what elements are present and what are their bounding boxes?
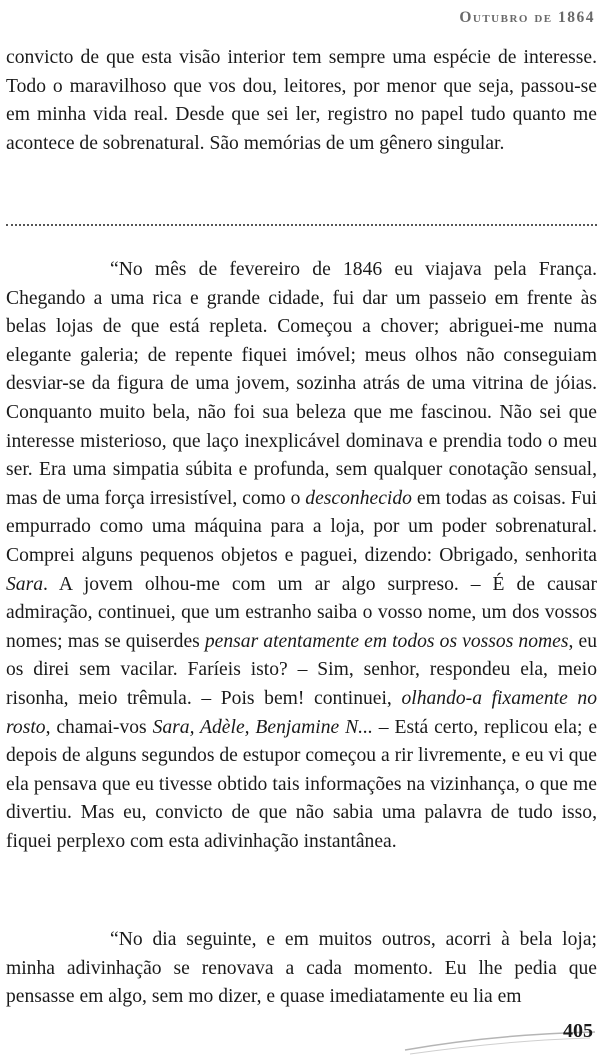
italic-run: Sara [6, 573, 44, 595]
dotted-divider [6, 224, 597, 226]
text-run: , chamai-vos [45, 716, 153, 738]
italic-run: desconhecido [305, 487, 412, 509]
italic-run: olhando-a fixamente no rosto [6, 687, 597, 738]
italic-run: Sara, Adèle, Benjamine N... [152, 716, 373, 738]
text-run: em todas as coisas. Fui empurrado como uma máquina para a loja, por um poder sobrenatural. Comprei alguns pequenos objetos e paguei, dizendo: Obrigado, senhorita [6, 487, 597, 566]
text-run: . A jovem olhou-me com um ar algo surpreso. – É de causar admiração, continuei, que um estranho saiba o vosso nome, um dos vossos nomes; mas se quiserdes [6, 573, 597, 652]
paragraph-narrative [6, 256, 597, 856]
page-number: 405 [563, 1020, 593, 1042]
italic-run: pensar atentamente em todos os vossos nomes [204, 630, 569, 652]
text-run: – Está certo, replicou ela; e depois de alguns segundos de estupor começou a rir livremente, e eu vi que ela pensava que eu tivesse obtido tais informações na vizinhança, o que me divertiu. Mas eu, convicto de que não sabia uma palavra de tudo isso, fiquei perplexo com esta adivinhação instantânea. [6, 716, 598, 852]
paragraph-continuation: convicto de que esta visão interior tem sempre uma espécie de interesse. Todo o maravilhoso que vos dou, leitores, por menor que seja, passou-se em minha vida real. Desde que sei ler, registro no papel tudo quanto me acontece de sobrenatural. São memórias de um gênero singular. [6, 47, 597, 154]
paragraph-next-day: “No dia seguinte, e em muitos outros, acorri à bela loja; minha adivinhação se renovava a cada momento. Eu lhe pedia que pensasse em algo, sem mo dizer, e quase imediatamente eu lia em [6, 929, 597, 1008]
text-run: , eu os direi sem vacilar. Faríeis isto? – Sim, senhor, respondeu ela, meio risonha, meio trêmula. – Pois bem! continuei, [6, 630, 597, 709]
text-run: “No mês de fevereiro de 1846 eu viajava pela França. Chegando a uma rica e grande cidade, fui dar um passeio em frente às belas lojas de que está repleta. Começou a chover; abriguei-me numa elegante galeria; de repente fiquei imóvel; meus olhos não conseguiam desviar-se da figura de uma jovem, sozinha atrás de uma vitrina de jóias. Conquanto muito bela, não foi sua beleza que me fascinou. Não sei que interesse misterioso, que laço inexplicável dominava e prendia todo o meu ser. Era uma simpatia súbita e profunda, sem qualquer conotação sensual, mas de uma força irresistível, como o [6, 259, 597, 509]
running-header: Outubro de 1864 [459, 9, 595, 26]
